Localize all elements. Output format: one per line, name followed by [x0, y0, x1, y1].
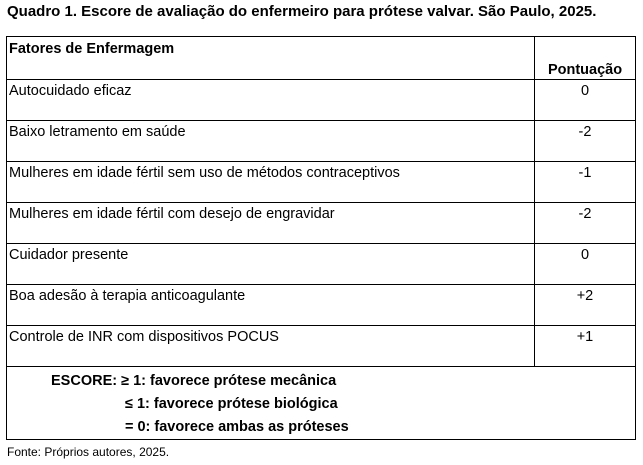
header-points: Pontuação	[535, 37, 636, 80]
score-line-both: = 0: favorece ambas as próteses	[125, 419, 349, 435]
row-factor: Boa adesão à terapia anticoagulante	[7, 285, 535, 326]
table-row	[7, 121, 636, 162]
score-legend-row	[7, 367, 636, 440]
table-row	[7, 285, 636, 326]
row-factor: Mulheres em idade fértil com desejo de engravidar	[7, 203, 535, 244]
row-points: -2	[535, 203, 636, 244]
header-factor: Fatores de Enfermagem	[7, 37, 535, 80]
source-note: Fonte: Próprios autores, 2025.	[7, 445, 170, 459]
table-row	[7, 80, 636, 121]
table-row	[7, 326, 636, 367]
row-points: 0	[535, 80, 636, 121]
table-caption: Quadro 1. Escore de avaliação do enfermeiro para prótese valvar. São Paulo, 2025.	[7, 3, 597, 20]
row-points: 0	[535, 244, 636, 285]
row-factor: Autocuidado eficaz	[7, 80, 535, 121]
row-points: -2	[535, 121, 636, 162]
score-table	[6, 36, 636, 440]
score-legend-cell	[7, 367, 636, 440]
table-header-row	[7, 37, 636, 80]
table-row	[7, 203, 636, 244]
table-row	[7, 244, 636, 285]
row-factor: Baixo letramento em saúde	[7, 121, 535, 162]
table-row	[7, 162, 636, 203]
row-factor: Cuidador presente	[7, 244, 535, 285]
row-points: +2	[535, 285, 636, 326]
row-factor: Mulheres em idade fértil sem uso de métodos contraceptivos	[7, 162, 535, 203]
row-points: -1	[535, 162, 636, 203]
score-line-mechanical: ESCORE: ≥ 1: favorece prótese mecânica	[51, 373, 337, 389]
score-line-biological: ≤ 1: favorece prótese biológica	[125, 396, 338, 412]
row-points: +1	[535, 326, 636, 367]
row-factor: Controle de INR com dispositivos POCUS	[7, 326, 535, 367]
